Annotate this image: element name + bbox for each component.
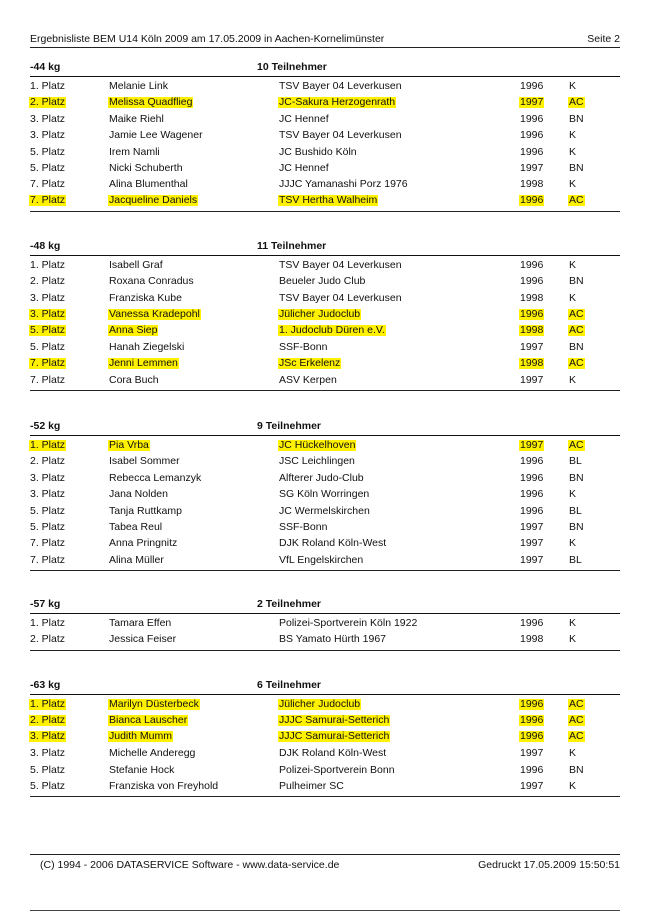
club-name: TSV Hertha Walheim (279, 194, 378, 207)
club-name: JJJC Yamanashi Porz 1976 (279, 178, 408, 191)
club-name: TSV Bayer 04 Leverkusen (279, 80, 402, 92)
placement: 7. Platz (30, 373, 66, 386)
placement: 1. Platz (30, 617, 66, 629)
club-name: Alfterer Judo-Club (279, 471, 364, 484)
district-code: BN (569, 763, 584, 776)
club-name: TSV Bayer 04 Leverkusen (279, 259, 402, 271)
result-row (30, 339, 620, 355)
result-row (30, 631, 620, 647)
club-name: DJK Roland Köln-West (279, 537, 387, 550)
placement: 3. Platz (30, 488, 66, 501)
athlete-name: Nicki Schuberth (109, 161, 183, 174)
district-code: AC (569, 95, 584, 108)
birth-year: 1998 (520, 291, 544, 304)
group-header (30, 597, 620, 614)
result-row (30, 762, 620, 778)
placement: 5. Platz (30, 763, 66, 776)
placement: 1. Platz (30, 438, 66, 451)
club-name: Pulheimer SC (279, 779, 344, 792)
birth-year: 1998 (520, 178, 544, 191)
weight-class-group (30, 419, 620, 571)
athlete-name: Isabell Graf (109, 259, 163, 271)
placement: 3. Platz (30, 112, 66, 125)
birth-year: 1996 (520, 488, 544, 501)
result-row (30, 372, 620, 388)
print-timestamp: Gedruckt 17.05.2009 15:50:51 (478, 859, 620, 871)
club-name: Polizei-Sportverein Bonn (279, 763, 395, 776)
district-code: K (569, 259, 577, 271)
athlete-name: Pia Vrba (109, 438, 149, 451)
district-code: AC (569, 194, 584, 207)
placement: 2. Platz (30, 633, 66, 646)
placement: 1. Platz (30, 259, 66, 271)
birth-year: 1997 (520, 438, 544, 451)
placement: 2. Platz (30, 455, 66, 468)
athlete-name: Tanja Ruttkamp (109, 504, 182, 517)
district-code: AC (569, 438, 584, 451)
district-code: K (569, 129, 577, 142)
participant-count: 2 Teilnehmer (257, 598, 321, 610)
document-title: Ergebnisliste BEM U14 Köln 2009 am 17.05.2009 in Aachen-Kornelimünster (30, 33, 385, 45)
placement: 5. Platz (30, 161, 66, 174)
page-number: Seite 2 (587, 33, 620, 45)
placement: 2. Platz (30, 275, 66, 288)
birth-year: 1996 (520, 697, 544, 710)
district-code: K (569, 779, 577, 792)
result-row (30, 257, 620, 273)
birth-year: 1998 (520, 356, 544, 369)
birth-year: 1996 (520, 194, 544, 207)
athlete-name: Isabel Sommer (109, 455, 180, 468)
group-header (30, 419, 620, 436)
group-header (30, 678, 620, 695)
result-row (30, 778, 620, 794)
athlete-name: Michelle Anderegg (109, 747, 196, 760)
district-code: K (569, 80, 577, 92)
result-row (30, 453, 620, 469)
copyright-text: (C) 1994 - 2006 DATASERVICE Software - www.data-service.de (40, 859, 340, 871)
birth-year: 1997 (520, 340, 544, 353)
birth-year: 1997 (520, 520, 544, 533)
result-row (30, 306, 620, 322)
club-name: JC Wermelskirchen (279, 504, 370, 517)
athlete-name: Melanie Link (109, 80, 168, 92)
weight-class-label: -48 kg (30, 240, 61, 252)
placement: 7. Platz (30, 537, 66, 550)
result-row (30, 535, 620, 551)
club-name: Jülicher Judoclub (279, 307, 361, 320)
placement: 5. Platz (30, 324, 66, 337)
result-rows (30, 436, 620, 571)
birth-year: 1996 (520, 763, 544, 776)
group-header (30, 60, 620, 77)
weight-class-label: -57 kg (30, 598, 61, 610)
club-name: JC Hennef (279, 112, 329, 125)
club-name: JC Hückelhoven (279, 438, 356, 451)
result-row (30, 519, 620, 535)
district-code: BN (569, 520, 584, 533)
birth-year: 1996 (520, 129, 544, 142)
placement: 3. Platz (30, 291, 66, 304)
athlete-name: Jessica Feiser (109, 633, 177, 646)
result-rows (30, 256, 620, 391)
result-row (30, 503, 620, 519)
birth-year: 1996 (520, 455, 544, 468)
weight-class-label: -52 kg (30, 420, 61, 432)
result-row (30, 355, 620, 371)
result-row (30, 273, 620, 289)
birth-year: 1997 (520, 161, 544, 174)
birth-year: 1996 (520, 471, 544, 484)
athlete-name: Jana Nolden (109, 488, 168, 501)
result-row (30, 470, 620, 486)
bottom-divider (30, 910, 620, 911)
athlete-name: Jenni Lemmen (109, 356, 178, 369)
placement: 7. Platz (30, 553, 66, 566)
district-code: K (569, 537, 577, 550)
placement: 2. Platz (30, 713, 66, 726)
weight-class-group (30, 60, 620, 212)
result-row (30, 144, 620, 160)
participant-count: 6 Teilnehmer (257, 679, 321, 691)
birth-year: 1996 (520, 617, 544, 629)
district-code: K (569, 145, 577, 158)
athlete-name: Rebecca Lemanzyk (109, 471, 202, 484)
athlete-name: Stefanie Hock (109, 763, 175, 776)
club-name: BS Yamato Hürth 1967 (279, 633, 387, 646)
district-code: AC (569, 324, 584, 337)
district-code: BL (569, 504, 582, 517)
athlete-name: Alina Blumenthal (109, 178, 188, 191)
result-row (30, 78, 620, 94)
district-code: K (569, 488, 577, 501)
result-row (30, 437, 620, 453)
club-name: JJJC Samurai-Setterich (279, 730, 390, 743)
result-rows (30, 695, 620, 797)
club-name: ASV Kerpen (279, 373, 337, 386)
district-code: AC (569, 697, 584, 710)
birth-year: 1996 (520, 713, 544, 726)
club-name: JC Bushido Köln (279, 145, 357, 158)
result-row (30, 729, 620, 745)
athlete-name: Franziska von Freyhold (109, 779, 219, 792)
birth-year: 1998 (520, 324, 544, 337)
club-name: TSV Bayer 04 Leverkusen (279, 291, 402, 304)
participant-count: 10 Teilnehmer (257, 61, 327, 73)
placement: 1. Platz (30, 80, 66, 92)
result-row (30, 290, 620, 306)
birth-year: 1997 (520, 537, 544, 550)
result-row (30, 323, 620, 339)
result-row (30, 552, 620, 568)
placement: 3. Platz (30, 471, 66, 484)
birth-year: 1997 (520, 553, 544, 566)
athlete-name: Vanessa Kradepohl (109, 307, 200, 320)
club-name: JSc Erkelenz (279, 356, 341, 369)
athlete-name: Jamie Lee Wagener (109, 129, 203, 142)
club-name: JC-Sakura Herzogenrath (279, 95, 396, 108)
athlete-name: Maike Riehl (109, 112, 164, 125)
page-footer (30, 854, 620, 875)
participant-count: 9 Teilnehmer (257, 420, 321, 432)
club-name: SSF-Bonn (279, 340, 328, 353)
placement: 5. Platz (30, 340, 66, 353)
participant-count: 11 Teilnehmer (257, 240, 327, 252)
district-code: K (569, 633, 577, 646)
district-code: K (569, 178, 577, 191)
club-name: DJK Roland Köln-West (279, 747, 387, 760)
district-code: BN (569, 275, 584, 288)
placement: 3. Platz (30, 747, 66, 760)
birth-year: 1996 (520, 259, 544, 271)
club-name: Jülicher Judoclub (279, 697, 361, 710)
club-name: Polizei-Sportverein Köln 1922 (279, 617, 418, 629)
placement: 5. Platz (30, 145, 66, 158)
district-code: AC (569, 356, 584, 369)
placement: 5. Platz (30, 779, 66, 792)
district-code: BN (569, 471, 584, 484)
club-name: JC Hennef (279, 161, 329, 174)
athlete-name: Melissa Quadflieg (109, 95, 193, 108)
placement: 3. Platz (30, 307, 66, 320)
placement: 1. Platz (30, 697, 66, 710)
district-code: BN (569, 340, 584, 353)
athlete-name: Hanah Ziegelski (109, 340, 185, 353)
club-name: JSC Leichlingen (279, 455, 355, 468)
athlete-name: Franziska Kube (109, 291, 182, 304)
placement: 7. Platz (30, 178, 66, 191)
district-code: BL (569, 455, 582, 468)
weight-class-label: -63 kg (30, 679, 61, 691)
club-name: SG Köln Worringen (279, 488, 370, 501)
result-row (30, 111, 620, 127)
district-code: K (569, 373, 577, 386)
club-name: TSV Bayer 04 Leverkusen (279, 129, 402, 142)
placement: 2. Platz (30, 95, 66, 108)
result-row (30, 94, 620, 110)
result-row (30, 127, 620, 143)
district-code: K (569, 617, 577, 629)
placement: 7. Platz (30, 194, 66, 207)
birth-year: 1996 (520, 307, 544, 320)
athlete-name: Tamara Effen (109, 617, 172, 629)
result-row (30, 160, 620, 176)
district-code: BN (569, 112, 584, 125)
athlete-name: Irem Namli (109, 145, 160, 158)
result-row (30, 176, 620, 192)
birth-year: 1996 (520, 275, 544, 288)
placement: 5. Platz (30, 504, 66, 517)
result-rows (30, 77, 620, 212)
district-code: AC (569, 713, 584, 726)
athlete-name: Tabea Reul (109, 520, 163, 533)
birth-year: 1997 (520, 95, 544, 108)
result-row (30, 615, 620, 631)
club-name: SSF-Bonn (279, 520, 328, 533)
group-header (30, 239, 620, 256)
page-header (30, 33, 620, 48)
district-code: AC (569, 730, 584, 743)
weight-class-group (30, 678, 620, 797)
club-name: 1. Judoclub Düren e.V. (279, 324, 385, 337)
athlete-name: Judith Mumm (109, 730, 173, 743)
district-code: K (569, 291, 577, 304)
birth-year: 1998 (520, 633, 544, 646)
result-row (30, 486, 620, 502)
club-name: Beueler Judo Club (279, 275, 366, 288)
result-row (30, 193, 620, 209)
weight-class-group (30, 239, 620, 391)
birth-year: 1996 (520, 730, 544, 743)
club-name: VfL Engelskirchen (279, 553, 364, 566)
result-row (30, 696, 620, 712)
birth-year: 1997 (520, 373, 544, 386)
district-code: AC (569, 307, 584, 320)
athlete-name: Anna Pringnitz (109, 537, 178, 550)
placement: 7. Platz (30, 356, 66, 369)
club-name: JJJC Samurai-Setterich (279, 713, 390, 726)
district-code: K (569, 747, 577, 760)
placement: 3. Platz (30, 730, 66, 743)
athlete-name: Marilyn Düsterbeck (109, 697, 199, 710)
athlete-name: Alina Müller (109, 553, 164, 566)
result-row (30, 745, 620, 761)
district-code: BL (569, 553, 582, 566)
birth-year: 1996 (520, 504, 544, 517)
athlete-name: Jacqueline Daniels (109, 194, 198, 207)
result-row (30, 712, 620, 728)
birth-year: 1996 (520, 80, 544, 92)
placement: 3. Platz (30, 129, 66, 142)
district-code: BN (569, 161, 584, 174)
result-rows (30, 614, 620, 651)
athlete-name: Roxana Conradus (109, 275, 194, 288)
birth-year: 1996 (520, 145, 544, 158)
birth-year: 1996 (520, 112, 544, 125)
birth-year: 1997 (520, 747, 544, 760)
athlete-name: Bianca Lauscher (109, 713, 188, 726)
placement: 5. Platz (30, 520, 66, 533)
athlete-name: Cora Buch (109, 373, 159, 386)
weight-class-group (30, 597, 620, 651)
birth-year: 1997 (520, 779, 544, 792)
weight-class-label: -44 kg (30, 61, 61, 73)
athlete-name: Anna Siep (109, 324, 158, 337)
